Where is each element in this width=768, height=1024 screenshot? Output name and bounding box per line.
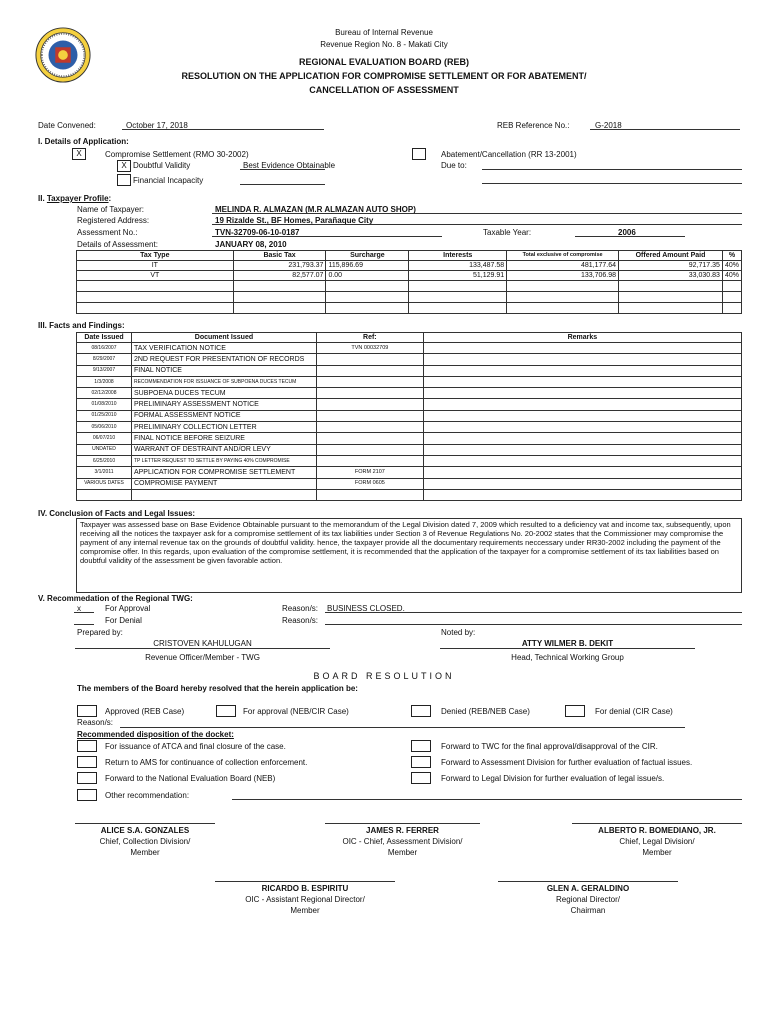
opt-atca-label: For issuance of ATCA and final closure of the case. <box>105 742 286 751</box>
table-cell: FINAL NOTICE BEFORE SEIZURE <box>131 433 316 444</box>
reason-value: BUSINESS CLOSED. <box>327 604 405 613</box>
table-cell: 133,706.98 <box>507 271 619 281</box>
due-to-label: Due to: <box>441 161 467 170</box>
opt-assessment-label: Forward to Assessment Division for further evaluation of factual issues. <box>441 758 693 767</box>
date-convened-label: Date Convened: <box>38 121 96 130</box>
abatement-checkbox[interactable] <box>412 148 426 160</box>
table-cell <box>423 376 741 387</box>
table-cell: 02/12/2008 <box>77 388 132 399</box>
opt-legal-label: Forward to Legal Division for further evaluation of legal issue/s. <box>441 774 665 783</box>
opt-ams-label: Return to AMS for continuance of collection enforcement. <box>105 758 308 767</box>
table-row <box>77 422 742 433</box>
table-cell <box>316 399 423 410</box>
approval-neb-checkbox[interactable] <box>216 705 236 717</box>
table-cell <box>316 422 423 433</box>
signatory-2-title: OIC - Chief, Assessment Division/ <box>342 837 463 846</box>
table-cell: FINAL NOTICE <box>131 365 316 376</box>
col-offered: Offered Amount Paid <box>619 251 723 261</box>
signatory-3-name: ALBERTO R. BOMEDIANO, JR. <box>598 826 716 835</box>
signatory-4-role: Member <box>290 906 320 915</box>
facts-table <box>76 332 742 501</box>
taxable-year-label: Taxable Year: <box>483 228 532 237</box>
region-name: Revenue Region No. 8 - Makati City <box>320 40 448 49</box>
table-row <box>77 388 742 399</box>
facts-header-row <box>77 333 742 343</box>
table-cell <box>423 478 741 489</box>
signatory-1-role: Member <box>130 848 160 857</box>
table-cell: SUBPOENA DUCES TECUM <box>131 388 316 399</box>
financial-incapacity-label: Financial Incapacity <box>133 176 204 185</box>
section-1-title: I. Details of Application: <box>38 137 129 146</box>
table-cell <box>423 433 741 444</box>
doc-title-line2: CANCELLATION OF ASSESSMENT <box>309 85 459 95</box>
table-cell <box>423 399 741 410</box>
table-row <box>77 467 742 478</box>
table-row <box>77 365 742 376</box>
table-cell <box>316 376 423 387</box>
table-cell: PRELIMINARY COLLECTION LETTER <box>131 422 316 433</box>
table-row <box>77 444 742 455</box>
signatory-3-role: Member <box>642 848 672 857</box>
assessment-no-label: Assessment No.: <box>77 228 138 237</box>
denied-checkbox[interactable] <box>411 705 431 717</box>
signatory-2-name: JAMES R. FERRER <box>366 826 439 835</box>
signatory-1-name: ALICE S.A. GONZALES <box>100 826 190 835</box>
table-cell: 0.00 <box>326 271 409 281</box>
signatory-2-role: Member <box>387 848 418 857</box>
col-remarks: Remarks <box>423 333 741 343</box>
reason-label: Reason/s: <box>282 604 319 613</box>
table-cell: 40% <box>722 271 741 281</box>
assessment-header-row <box>77 251 742 261</box>
table-cell: 1/3/2008 <box>77 376 132 387</box>
table-cell: 33,030.83 <box>619 271 723 281</box>
table-row <box>77 489 742 500</box>
col-ref: Ref: <box>316 333 423 343</box>
table-row <box>77 292 742 303</box>
table-cell <box>423 410 741 421</box>
table-cell: 92,717.35 <box>619 261 723 271</box>
taxable-year-value: 2006 <box>618 228 636 237</box>
taxpayer-name-value: MELINDA R. ALMAZAN (M.R ALMAZAN AUTO SHOP) <box>215 205 416 214</box>
table-cell: WARRANT OF DESTRAINT AND/OR LEVY <box>131 444 316 455</box>
col-surcharge: Surcharge <box>326 251 409 261</box>
table-row <box>77 433 742 444</box>
table-cell <box>423 422 741 433</box>
table-cell: 51,129.91 <box>409 271 507 281</box>
doubtful-validity-label: Doubtful Validity <box>133 161 191 170</box>
opt-twc-label: Forward to TWC for the final approval/disapproval of the CIR. <box>441 742 658 751</box>
table-cell: TVN 00032709 <box>316 343 423 354</box>
board-name: REGIONAL EVALUATION BOARD (REB) <box>299 57 469 67</box>
board-reason-label: Reason/s: <box>77 718 114 727</box>
table-cell <box>423 354 741 365</box>
table-cell: VARIOUS DATES <box>77 478 132 489</box>
table-cell: 06/07/210 <box>77 433 132 444</box>
table-cell: 05/06/2010 <box>77 422 132 433</box>
table-cell: PRELIMINARY ASSESSMENT NOTICE <box>131 399 316 410</box>
signatory-5-name: GLEN A. GERALDINO <box>546 884 630 893</box>
approved-reb-label: Approved (REB Case) <box>105 707 185 716</box>
table-cell: IT <box>77 261 234 271</box>
table-cell <box>316 444 423 455</box>
table-cell <box>423 365 741 376</box>
table-cell: 481,177.64 <box>507 261 619 271</box>
table-row <box>77 354 742 365</box>
abatement-label: Abatement/Cancellation (RR 13-2001) <box>441 150 577 159</box>
table-cell: 01/08/2010 <box>77 399 132 410</box>
col-tax-type: Tax Type <box>77 251 234 261</box>
table-cell: 82,577.07 <box>233 271 326 281</box>
table-cell: 08/16/2007 <box>77 343 132 354</box>
compromise-checkbox[interactable]: X <box>72 148 86 160</box>
noter-name: ATTY WILMER B. DEKIT <box>521 639 614 648</box>
section-4-title: IV. Conclusion of Facts and Legal Issues: <box>38 509 196 518</box>
address-label: Registered Address: <box>77 216 150 225</box>
signatory-4-title: OIC - Assistant Regional Director/ <box>245 895 365 904</box>
details-label: Details of Assessment: <box>77 240 158 249</box>
preparer-name: CRISTOVEN KAHULUGAN <box>153 639 252 648</box>
table-cell <box>316 354 423 365</box>
table-cell: 40% <box>722 261 741 271</box>
table-cell: 01/25/2010 <box>77 410 132 421</box>
table-cell: APPLICATION FOR COMPROMISE SETTLEMENT <box>131 467 316 478</box>
table-cell: TP LETTER REQUEST TO SETTLE BY PAYING 40% COMPROMISE <box>131 455 316 466</box>
opt-ams-checkbox[interactable] <box>77 756 97 768</box>
table-cell <box>316 433 423 444</box>
details-value: JANUARY 08, 2010 <box>215 240 287 249</box>
table-cell: FORM 0605 <box>316 478 423 489</box>
table-cell: FORMAL ASSESSMENT NOTICE <box>131 410 316 421</box>
table-cell <box>423 388 741 399</box>
signatory-1-title: Chief, Collection Division/ <box>99 837 191 846</box>
table-cell: COMPROMISE PAYMENT <box>131 478 316 489</box>
opt-assessment-checkbox[interactable] <box>411 756 431 768</box>
table-cell <box>316 365 423 376</box>
table-cell <box>423 489 741 500</box>
conclusion-text: Taxpayer was assessed base on Base Evidence Obtainable pursuant to the memorandum of the Legal Division dated 7, 2009 which resulted to a deficiency vat and income tax, subsequently, upon receiving all the notices the taxpayer ask for a compromise settlement of its tax liabilities under Section 3 of Revenue Regulations No. 20-2002 states that the Commissioner may compromise the payment of any internal revenue tax on the grounds of doubtful validity. hence, the taxpayer provide all the documentary requirements neccessary under RR30-2002 including the payment of the compromise offer. In this regards, upon evaluation of the compromise settlement, it is recommended that the application of the taxpayer for a compromise settlement of its tax liabilities based on doubtful validity of the assessment be given favorable action. <box>76 518 742 593</box>
table-cell <box>131 489 316 500</box>
table-cell <box>77 489 132 500</box>
signatory-5-title: Regional Director/ <box>555 895 621 904</box>
table-row <box>77 410 742 421</box>
reb-ref-value: G-2018 <box>595 121 622 130</box>
assessment-table <box>76 250 742 314</box>
table-cell: 6/25/2010 <box>77 455 132 466</box>
doubtful-validity-checkbox[interactable]: X <box>117 160 131 172</box>
table-cell <box>316 388 423 399</box>
noter-title: Head, Technical Working Group <box>511 653 624 662</box>
table-cell: 115,896.69 <box>326 261 409 271</box>
table-cell: 3/1/2011 <box>77 467 132 478</box>
col-interests: Interests <box>409 251 507 261</box>
table-cell <box>423 343 741 354</box>
denied-label: Denied (REB/NEB Case) <box>441 707 530 716</box>
table-row <box>77 271 742 281</box>
table-row <box>77 343 742 354</box>
table-cell: 231,793.37 <box>233 261 326 271</box>
table-cell: FORM 2107 <box>316 467 423 478</box>
approval-neb-label: For approval (NEB/CIR Case) <box>243 707 349 716</box>
reason2-label: Reason/s: <box>282 616 319 625</box>
table-cell: 8/29/2007 <box>77 354 132 365</box>
denial-cir-checkbox[interactable] <box>565 705 585 717</box>
agency-name: Bureau of Internal Revenue <box>335 28 433 37</box>
reb-ref-label: REB Reference No.: <box>497 121 570 130</box>
table-row <box>77 455 742 466</box>
for-approval-label: For Approval <box>105 604 151 613</box>
doc-title-line1: RESOLUTION ON THE APPLICATION FOR COMPROMISE SETTLEMENT OR FOR ABATEMENT/ <box>181 71 587 81</box>
noted-by-label: Noted by: <box>441 628 476 637</box>
for-approval-mark[interactable]: x <box>77 604 81 613</box>
table-row <box>77 478 742 489</box>
board-intro: The members of the Board hereby resolved that the herein application be: <box>77 684 358 693</box>
financial-incapacity-checkbox[interactable] <box>117 174 131 186</box>
table-cell: UNDATED <box>77 444 132 455</box>
assessment-no-value: TVN-32709-06-10-0187 <box>215 228 300 237</box>
table-cell <box>423 444 741 455</box>
denial-cir-label: For denial (CIR Case) <box>595 707 673 716</box>
best-evidence-value: Best Evidence Obtainable <box>243 161 336 170</box>
preparer-title: Revenue Officer/Member - TWG <box>145 653 260 662</box>
table-cell <box>423 455 741 466</box>
section-3-title: III. Facts and Findings: <box>38 321 125 330</box>
table-cell: VT <box>77 271 234 281</box>
signatory-3-title: Chief, Legal Division/ <box>619 837 695 846</box>
table-row <box>77 261 742 271</box>
col-basic-tax: Basic Tax <box>233 251 326 261</box>
compromise-label: Compromise Settlement (RMO 30-2002) <box>105 150 249 159</box>
for-denial-label: For Denial <box>105 616 142 625</box>
section-5-title: V. Recommedation of the Regional TWG: <box>38 594 193 603</box>
table-cell: 9/13/2007 <box>77 365 132 376</box>
table-cell <box>316 455 423 466</box>
table-cell: 133,487.58 <box>409 261 507 271</box>
opt-other-checkbox[interactable] <box>77 789 97 801</box>
signatory-5-role: Chairman <box>570 906 606 915</box>
approved-reb-checkbox[interactable] <box>77 705 97 717</box>
table-cell <box>316 489 423 500</box>
opt-atca-checkbox[interactable] <box>77 740 97 752</box>
table-row <box>77 376 742 387</box>
opt-neb-checkbox[interactable] <box>77 772 97 784</box>
opt-neb-label: Forward to the National Evaluation Board (NEB) <box>105 774 276 783</box>
col-percent: % <box>722 251 741 261</box>
col-total: Total exclusive of compromise <box>507 251 619 261</box>
table-cell <box>316 410 423 421</box>
date-convened-value: October 17, 2018 <box>126 121 188 130</box>
table-cell: RECOMMENDATION FOR ISSUANCE OF SUBPOENA DUCES TECUM <box>131 376 316 387</box>
table-cell: 2ND REQUEST FOR PRESENTATION OF RECORDS <box>131 354 316 365</box>
table-row <box>77 399 742 410</box>
opt-twc-checkbox[interactable] <box>411 740 431 752</box>
col-date-issued: Date Issued <box>77 333 132 343</box>
board-resolution-heading: BOARD RESOLUTION <box>313 671 455 681</box>
opt-other-label: Other recommendation: <box>105 791 190 800</box>
opt-legal-checkbox[interactable] <box>411 772 431 784</box>
prepared-by-label: Prepared by: <box>77 628 123 637</box>
table-cell: TAX VERIFICATION NOTICE <box>131 343 316 354</box>
table-row <box>77 303 742 314</box>
signatory-4-name: RICARDO B. ESPIRITU <box>261 884 349 893</box>
section-2-title: II. Taxpayer Profile: <box>38 194 112 203</box>
address-value: 19 Rizalde St., BF Homes, Parañaque City <box>215 216 374 225</box>
table-row <box>77 281 742 292</box>
taxpayer-name-label: Name of Taxpayer: <box>77 205 144 214</box>
col-document-issued: Document Issued <box>131 333 316 343</box>
table-cell <box>423 467 741 478</box>
disposition-title: Recommended disposition of the docket: <box>77 730 234 739</box>
